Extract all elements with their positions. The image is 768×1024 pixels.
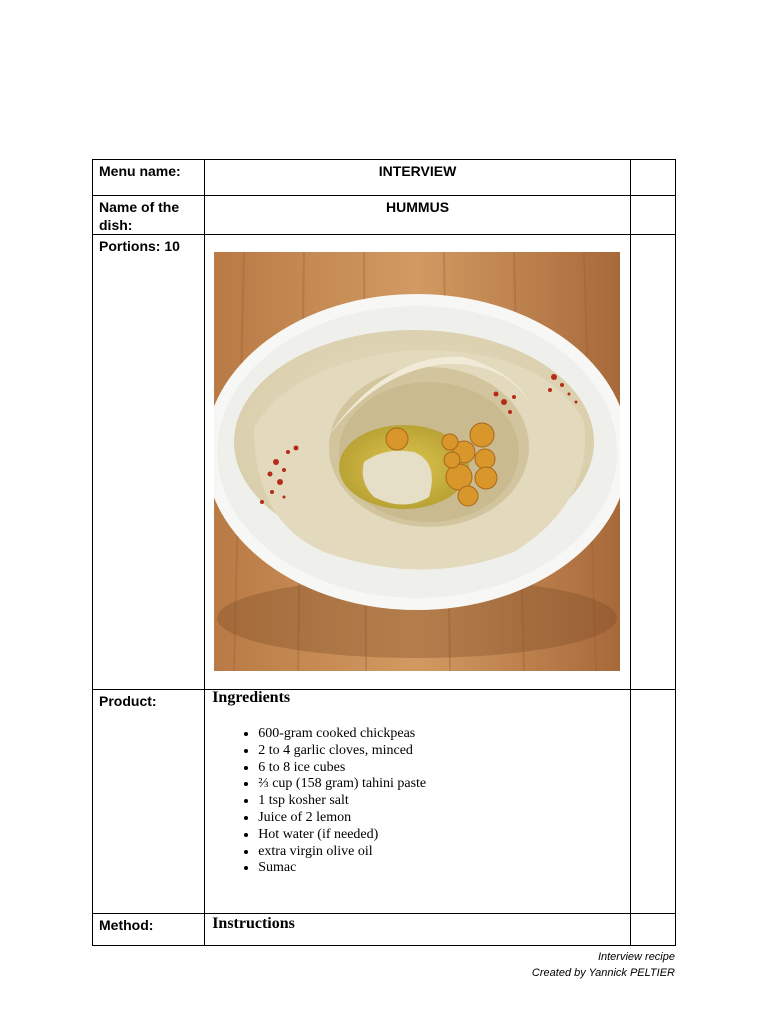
- list-item: • ⅔ cup (158 gram) tahini paste: [258, 776, 630, 793]
- footer-line-1: Interview recipe: [597, 951, 675, 963]
- hummus-photo: [214, 252, 620, 671]
- dish-name-value: HUMMUS: [205, 196, 631, 235]
- product-label: Product:: [93, 690, 205, 914]
- list-item: • 1 tsp kosher salt: [258, 793, 630, 810]
- list-item: • 600-gram cooked chickpeas: [258, 726, 630, 743]
- photo-cell: [205, 235, 631, 690]
- instructions-heading: Instructions: [212, 915, 295, 932]
- ingredients-list: [212, 726, 630, 877]
- empty-cell: [630, 914, 675, 946]
- method-row: [93, 914, 676, 946]
- recipe-table: [92, 159, 676, 946]
- menu-name-value: INTERVIEW: [205, 160, 631, 196]
- list-item: • 2 to 4 garlic cloves, minced: [258, 743, 630, 760]
- list-item: • 6 to 8 ice cubes: [258, 760, 630, 777]
- list-item: • Hot water (if needed): [258, 827, 630, 844]
- dish-name-label: Name of the dish:: [93, 196, 205, 235]
- dish-row: [93, 196, 676, 235]
- empty-cell: [630, 235, 675, 690]
- photo-row: [93, 235, 676, 690]
- list-item: • Juice of 2 lemon: [258, 810, 630, 827]
- instructions-cell: [205, 914, 631, 946]
- footer-line-2: Created by Yannick PELTIER: [531, 967, 675, 979]
- empty-cell: [630, 690, 675, 914]
- list-item: • extra virgin olive oil: [258, 844, 630, 861]
- ingredients-heading: Ingredients: [212, 689, 291, 706]
- menu-row: [93, 160, 676, 196]
- empty-cell: [630, 196, 675, 235]
- list-item: • Sumac: [258, 860, 630, 877]
- product-row: [93, 690, 676, 914]
- portions-label: Portions: 10: [93, 235, 205, 690]
- empty-cell: [630, 160, 675, 196]
- ingredients-cell: [205, 690, 631, 914]
- method-label: Method:: [93, 914, 205, 946]
- menu-name-label: Menu name:: [93, 160, 205, 196]
